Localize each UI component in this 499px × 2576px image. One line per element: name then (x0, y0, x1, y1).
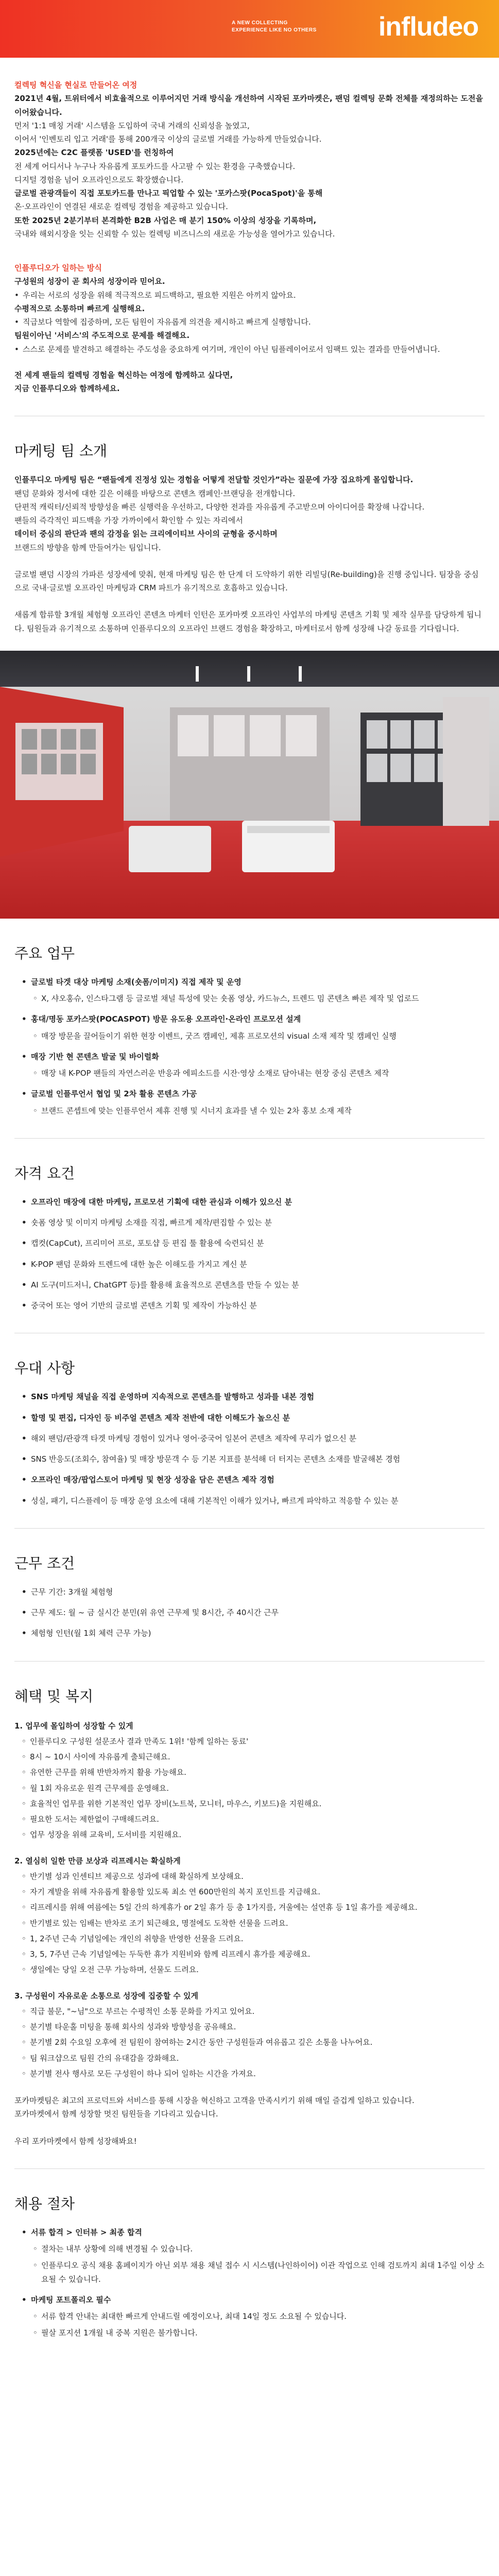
intro-section (0, 78, 499, 241)
benefits-section (0, 1686, 499, 2148)
how-we-work-team: 팀원이아닌 '서비스'의 주도적으로 문제를 해결해요. (14, 331, 190, 341)
conditions-section (0, 1553, 499, 1640)
list-item-title: 매장 기반 현 콘텐츠 발굴 및 바이럴화 (31, 1052, 159, 1061)
intro-p4: 2025년에는 C2C 플랫폼 'USED'를 런칭하여 (14, 148, 174, 158)
benefits-outro3: 우리 포카마켓에서 함께 성장해봐요! (14, 2136, 137, 2146)
list-item (20, 1012, 485, 1043)
benefits-groups (14, 1719, 485, 2081)
how-we-work-section (0, 261, 499, 395)
team-intro-p5: 데이터 중심의 판단과 팬의 감정을 읽는 크리에이티브 사이의 균형을 중시하며 (14, 529, 278, 539)
list-item (20, 2293, 485, 2340)
list-item-text: 중국어 또는 영어 기반의 글로벌 콘텐츠 기획 및 제작이 가능하신 분 (31, 1301, 257, 1310)
benefit-group (14, 1854, 485, 1977)
benefit-item: ◦ 반기별 성과 인센티브 제공으로 성과에 대해 확실하게 보상해요. (20, 1870, 485, 1883)
list-item (20, 1626, 485, 1640)
list-item (20, 1087, 485, 1117)
list-item (20, 2226, 485, 2286)
benefit-group-title: 1. 업무에 몰입하여 성장할 수 있게 (14, 1721, 133, 1731)
preferred-heading: 우대 사항 (14, 1360, 75, 1377)
list-item (20, 975, 485, 1006)
list-item (20, 1411, 485, 1425)
benefits-heading: 혜택 및 복지 (14, 1687, 94, 1705)
intro-title: 컬렉팅 혁신을 현실로 만들어온 여정 (14, 80, 137, 90)
benefit-group-list (20, 1735, 485, 1842)
sub-list (31, 2310, 485, 2340)
list-item (20, 1299, 485, 1312)
footer-space (0, 2347, 499, 2378)
intro-p10: 국내와 해외시장을 잇는 신뢰할 수 있는 컬렉팅 비즈니스의 새로운 가능성을 열어가고 있습니다. (14, 229, 335, 239)
team-intro-p6: 브랜드의 방향을 함께 만들어가는 팀입니다. (14, 543, 161, 552)
how-we-work-lead-list (14, 289, 485, 302)
list-item-title: 글로벌 타겟 대상 마케팅 소재(숏폼/이미지) 직접 제작 및 운영 (31, 977, 242, 987)
list-item (20, 1473, 485, 1486)
list-item (20, 1585, 485, 1599)
process-section (0, 2194, 499, 2340)
how-we-work-speed-sub: • 직급보다 역할에 집중하며, 모든 팀원이 자유롭게 의견을 제시하고 빠르게 실행합니다. (14, 315, 485, 329)
list-item-text: 해외 팬덤/관광객 타겟 마케팅 경험이 있거나 영어·중국어 일본어 콘텐츠 제작에 무리가 없으신 분 (31, 1433, 357, 1443)
list-item (20, 1390, 485, 1403)
list-item-text: K-POP 팬덤 문화와 트렌드에 대한 높은 이해도를 가지고 계신 분 (31, 1259, 247, 1269)
benefit-item: ◦ 반기별로 있는 임배는 반차로 조기 퇴근해요, 명절에도 도착한 선물을 드려요. (20, 1917, 485, 1930)
list-item (20, 1452, 485, 1466)
benefit-item: ◦ 인플루디오 구성원 설문조사 결과 만족도 1위! '함께 일하는 동료' (20, 1735, 485, 1748)
hero-banner (0, 0, 499, 58)
preferred-list (20, 1390, 485, 1507)
list-item-text: 숏폼 영상 및 이미지 마케팅 소재를 직접, 빠르게 제작/편집할 수 있는 분 (31, 1218, 272, 1227)
preferred-section (0, 1358, 499, 1507)
benefit-group (14, 1719, 485, 1842)
team-intro-p4: 팬들의 즉각적인 피드백을 가장 가까이에서 확인할 수 있는 자리에서 (14, 516, 243, 525)
benefit-item: ◦ 자기 계발을 위해 자유롭게 활용할 있도록 최소 연 600만원의 복지 포인트를 지급해요. (20, 1885, 485, 1899)
list-item (20, 1432, 485, 1445)
benefit-group-title: 2. 열심히 일한 만큼 보상과 리프레시는 확실하게 (14, 1856, 181, 1866)
benefit-group (14, 1989, 485, 2081)
benefits-outro2: 포카마켓에서 함께 성장할 멋진 팀원들을 기다리고 있습니다. (14, 2109, 218, 2119)
team-intro-heading: 마케팅 팀 소개 (14, 443, 108, 460)
benefit-item: ◦ 유연한 근무를 위해 반반차까지 활용 가능해요. (20, 1766, 485, 1779)
list-item-text: 체험형 인턴(월 1회 체력 근무 가능) (31, 1629, 151, 1638)
sub-list-item: ◦ 필살 포지션 1개월 내 중복 지원은 불가합니다. (31, 2326, 485, 2340)
benefit-group-list (20, 1870, 485, 1977)
how-we-work-team-sub: • 스스로 문제를 발견하고 해결하는 주도성을 중요하게 여기며, 개인이 아닌 팀플레이어로서 임팩트 있는 결과를 만들어냅니다. (14, 343, 485, 356)
intro-p5: 전 세계 어디서나 누구나 자유롭게 포토카드를 사고팔 수 있는 환경을 구축했습니다. (14, 161, 296, 171)
how-we-work-closing2: 지금 인플루디오와 함께하세요. (14, 384, 120, 393)
store-interior-photo (0, 651, 499, 919)
benefit-item: ◦ 분기별 2회 수요일 오후에 전 팀원이 참여하는 2시간 동안 구성원들과 여유롭고 깊은 소통을 나누어요. (20, 2036, 485, 2049)
sub-list (31, 1066, 485, 1080)
tagline-line1: A NEW COLLECTING (232, 20, 288, 26)
team-intro-p1: 인플루디오 마케팅 팀은 “팬들에게 진정성 있는 경험을 어떻게 전달할 것인가”라는 질문에 가장 집요하게 몰입합니다. (14, 475, 414, 485)
benefit-item: ◦ 월 1회 자유로운 원격 근무제를 운영해요. (20, 1782, 485, 1795)
benefit-item: ◦ 1, 2주년 근속 기념일에는 개인의 취향을 반영한 선물을 드려요. (20, 1932, 485, 1945)
list-item-text: 근무 제도: 월 ~ 금 실시간 분민(위 유연 근무제 및 8시간, 주 40시간 근무 (31, 1608, 279, 1617)
intro-p7: 글로벌 관광객들이 직접 포토카드를 만나고 픽업할 수 있는 '포카스팟(PocaSpot)'을 통해 (14, 189, 323, 198)
qualifications-heading: 자격 요건 (14, 1164, 75, 1182)
list-item-text: SNS 반응도(조회수, 참여율) 및 매장 방문객 수 등 기본 지표를 분석해 더 터지는 콘텐츠 소재를 발굴해본 경험 (31, 1454, 401, 1464)
list-item-text: 오프라인 매장/팝업스토어 마케팅 및 현장 성장을 담은 콘텐츠 제작 경험 (31, 1475, 274, 1485)
list-item-text: 성실, 패기, 디스플레이 등 매장 운영 요소에 대해 기본적인 이해가 있거나, 빠르게 파악하고 적응할 수 있는 분 (31, 1496, 399, 1505)
how-we-work-speed: 수평적으로 소통하며 빠르게 실행해요. (14, 303, 145, 313)
benefit-item: ◦ 3, 5, 7주년 근속 기념일에는 두둑한 휴가 지원비와 함께 리프레시 휴가를 제공해요. (20, 1947, 485, 1961)
list-item-title: 글로벌 인플루언서 협업 및 2차 활용 콘텐츠 가공 (31, 1089, 197, 1099)
divider (14, 2168, 485, 2169)
list-item-text: 할명 및 편집, 디자인 등 비주얼 콘텐츠 제작 전반에 대한 이해도가 높으신 분 (31, 1413, 290, 1422)
team-intro-section (0, 441, 499, 635)
sub-list-item: ◦ 매장 방문을 끌어들이기 위한 현장 이벤트, 굿즈 캠페인, 제휴 프로모션의 visual 소재 제작 및 캠페인 실행 (31, 1029, 485, 1043)
store-interior-illustration (0, 651, 499, 919)
list-item (20, 1258, 485, 1271)
infludeo-logo: infludeo (378, 12, 478, 42)
list-item (20, 1195, 485, 1209)
intro-p1: 2021년 4월, 트위터에서 비효율적으로 이루어지던 거래 방식을 개선하여 시작된 포카마켓은, 팬덤 컬렉팅 문화 전체를 재정의하는 도전을 이어왔습니다. (14, 94, 483, 117)
intro-p6: 디지털 경험을 넘어 오프라인으로도 확장했습니다. (14, 175, 184, 184)
sub-list (31, 1104, 485, 1117)
how-we-work-lead-sub: • 우리는 서로의 성장을 위해 적극적으로 피드백하고, 필요한 지원은 아끼지 않아요. (14, 289, 485, 302)
list-item-title: 마케팅 포트폴리오 필수 (31, 2295, 111, 2304)
list-item-text: 오프라인 매장에 대한 마케팅, 프로모션 기획에 대한 관심과 이해가 있으신 분 (31, 1197, 292, 1207)
list-item-text: 근무 기간: 3개월 체험형 (31, 1587, 113, 1597)
process-list (20, 2226, 485, 2340)
sub-list-item: ◦ 절차는 내부 상황에 의해 변경될 수 있습니다. (31, 2242, 485, 2256)
list-item (20, 1606, 485, 1619)
sub-list (31, 992, 485, 1005)
intro-p3: 이어서 '인벤토리 입고 거래'를 통해 200개국 이상의 글로벌 거래를 가능하게 만들었습니다. (14, 134, 322, 144)
sub-list-item: ◦ X, 샤오홍슈, 인스타그램 등 글로벌 채널 특성에 맞는 숏폼 영상, 카드뉴스, 트렌드 밈 콘텐츠 빠른 제작 및 업로드 (31, 992, 485, 1005)
duties-section (0, 943, 499, 1117)
divider (14, 1528, 485, 1529)
benefit-group-title: 3. 구성원이 자유로운 소통으로 성장에 집중할 수 있게 (14, 1991, 198, 2001)
intro-p9: 또한 2025년 2분기부터 본격화한 B2B 사업은 매 분기 150% 이상의 성장을 기록하며, (14, 215, 317, 225)
tagline-line2: EXPERIENCE LIKE NO OTHERS (232, 27, 317, 33)
divider (14, 1138, 485, 1139)
team-intro-p8: 새롭게 합류할 3개월 체험형 오프라인 콘텐츠 마케터 인턴은 포카마켓 오프라인 사업부의 마케팅 콘텐츠 기획 및 제작 실무를 담당하게 됩니다. 팀원들과 유기적으로 소통하며 인플루디오의 오프라인 브랜드 경험을 확장하고, 마케터로서 함께 성장해 나갈 동료를 기다립니다. (14, 610, 481, 633)
benefit-item: ◦ 효율적인 업무를 위한 기본적인 업무 장비(노트북, 모니터, 마우스, 키보드)을 지원해요. (20, 1797, 485, 1810)
duties-heading: 주요 업무 (14, 944, 75, 962)
list-item-text: 캡컷(CapCut), 프리미어 프로, 포토샵 등 편집 툴 활용에 숙련되신 분 (31, 1239, 264, 1248)
benefits-outro1: 포카마켓팀은 최고의 프로덕트와 서비스를 통해 시장을 혁신하고 고객을 만족시키기 위해 매일 즐겁게 일하고 있습니다. (14, 2096, 415, 2105)
how-we-work-title: 인플루디오가 일하는 방식 (14, 263, 102, 273)
how-we-work-closing1: 전 세계 팬들의 컬렉팅 경험을 혁신하는 여정에 함께하고 싶다면, (14, 370, 233, 380)
hero-tagline (232, 20, 317, 34)
sub-list (31, 1029, 485, 1043)
qualifications-section (0, 1163, 499, 1313)
list-item (20, 1278, 485, 1292)
intro-p2: 먼저 '1:1 매칭 거래' 시스템을 도입하여 국내 거래의 신뢰성을 높였고, (14, 121, 250, 130)
benefit-group-list (20, 2005, 485, 2080)
list-item (20, 1236, 485, 1250)
benefit-item: ◦ 생일에는 당일 오전 근무 가능하며, 선물도 드려요. (20, 1963, 485, 1976)
sub-list-item: ◦ 서류 합격 안내는 최대한 빠르게 안내드릴 예정이오나, 최대 14일 정도 소요될 수 있습니다. (31, 2310, 485, 2323)
team-intro-p2: 팬덤 문화와 정서에 대한 깊은 이해를 바탕으로 콘텐츠 캠페인·브랜딩을 전개합니다. (14, 488, 296, 498)
duties-list (20, 975, 485, 1117)
list-item-title: 홍대/명동 포카스팟(POCASPOT) 방문 유도용 오프라인·온라인 프로모션 설계 (31, 1014, 301, 1024)
how-we-work-speed-list (14, 315, 485, 329)
benefit-item: ◦ 필요한 도서는 제한없이 구매해드려요. (20, 1812, 485, 1826)
conditions-list (20, 1585, 485, 1640)
divider (14, 1661, 485, 1662)
benefit-item: ◦ 리프레시를 위해 여름에는 5일 간의 하계휴가 or 2일 휴가 등 총 1가지를, 겨울에는 설연휴 등 1일 휴가를 제공해요. (20, 1901, 485, 1914)
list-item-text: AI 도구(미드저니, ChatGPT 등)를 활용해 효율적으로 콘텐츠를 만들 수 있는 분 (31, 1280, 299, 1290)
benefit-item: ◦ 분기별 타운홀 미팅을 통해 회사의 성과와 방향성을 공유해요. (20, 2020, 485, 2033)
process-heading: 채용 절차 (14, 2195, 75, 2212)
conditions-heading: 근무 조건 (14, 1554, 75, 1572)
team-intro-p3: 단편적 캐릭터/신뢰적 방향성을 빠른 실행력을 우선하고, 다양한 전과를 자유롭게 주고받으며 아이디어를 확장해 나갑니다. (14, 502, 425, 512)
benefit-item: ◦ 직급 불문, "~님"으로 부르는 수평적인 소통 문화를 가지고 있어요. (20, 2005, 485, 2018)
benefit-item: ◦ 8시 ~ 10시 사이에 자유롭게 출퇴근해요. (20, 1750, 485, 1764)
sub-list-item: ◦ 인플루디오 공식 채용 홈페이지가 아닌 외부 채용 채널 접수 시 시스템(나인하이어) 이관 작업으로 인해 검토까지 최대 1주일 이상 소요될 수 있습니다. (31, 2259, 485, 2286)
team-intro-p7: 글로벌 팬덤 시장의 가파른 성장세에 맞춰, 현재 마케팅 팀은 한 단계 더 도약하기 위한 리빌딩(Re-building)을 진행 중입니다. 팀장을 중심으로 국내·글로벌 오프라인 마케팅과 CRM 파트가 유기적으로 호흡하고 있습니다. (14, 569, 479, 592)
list-item-text: SNS 마케팅 채널을 직접 운영하며 지속적으로 콘텐츠를 발행하고 성과를 내본 경험 (31, 1392, 315, 1402)
sub-list-item: ◦ 브랜드 콘셉트에 맞는 인플루언서 제휴 진행 및 시너지 효과를 낼 수 있는 2차 홍보 소재 제작 (31, 1104, 485, 1117)
list-item-title: 서류 합격 > 인터뷰 > 최종 합격 (31, 2227, 142, 2237)
list-item (20, 1216, 485, 1229)
qualifications-list (20, 1195, 485, 1313)
benefit-item: ◦ 업무 성장을 위해 교육비, 도서비를 지원해요. (20, 1828, 485, 1841)
list-item (20, 1494, 485, 1507)
benefit-item: ◦ 분기별 전사 행사로 모든 구성원이 하나 되어 일하는 시간을 가져요. (20, 2067, 485, 2080)
sub-list (31, 2242, 485, 2286)
benefit-item: ◦ 팀 워크샵으로 팀원 간의 유대감을 강화해요. (20, 2052, 485, 2065)
intro-p8: 온·오프라인이 연결된 새로운 컬렉팅 경험을 제공하고 있습니다. (14, 202, 228, 212)
how-we-work-lead: 구성원의 성장이 곧 회사의 성장이라 믿어요. (14, 277, 165, 286)
sub-list-item: ◦ 매장 내 K-POP 팬들의 자연스러운 반응과 에피소드를 시잔·영상 소재로 담아내는 현장 중심 콘텐츠 제작 (31, 1066, 485, 1080)
list-item (20, 1050, 485, 1080)
how-we-work-team-list (14, 343, 485, 356)
